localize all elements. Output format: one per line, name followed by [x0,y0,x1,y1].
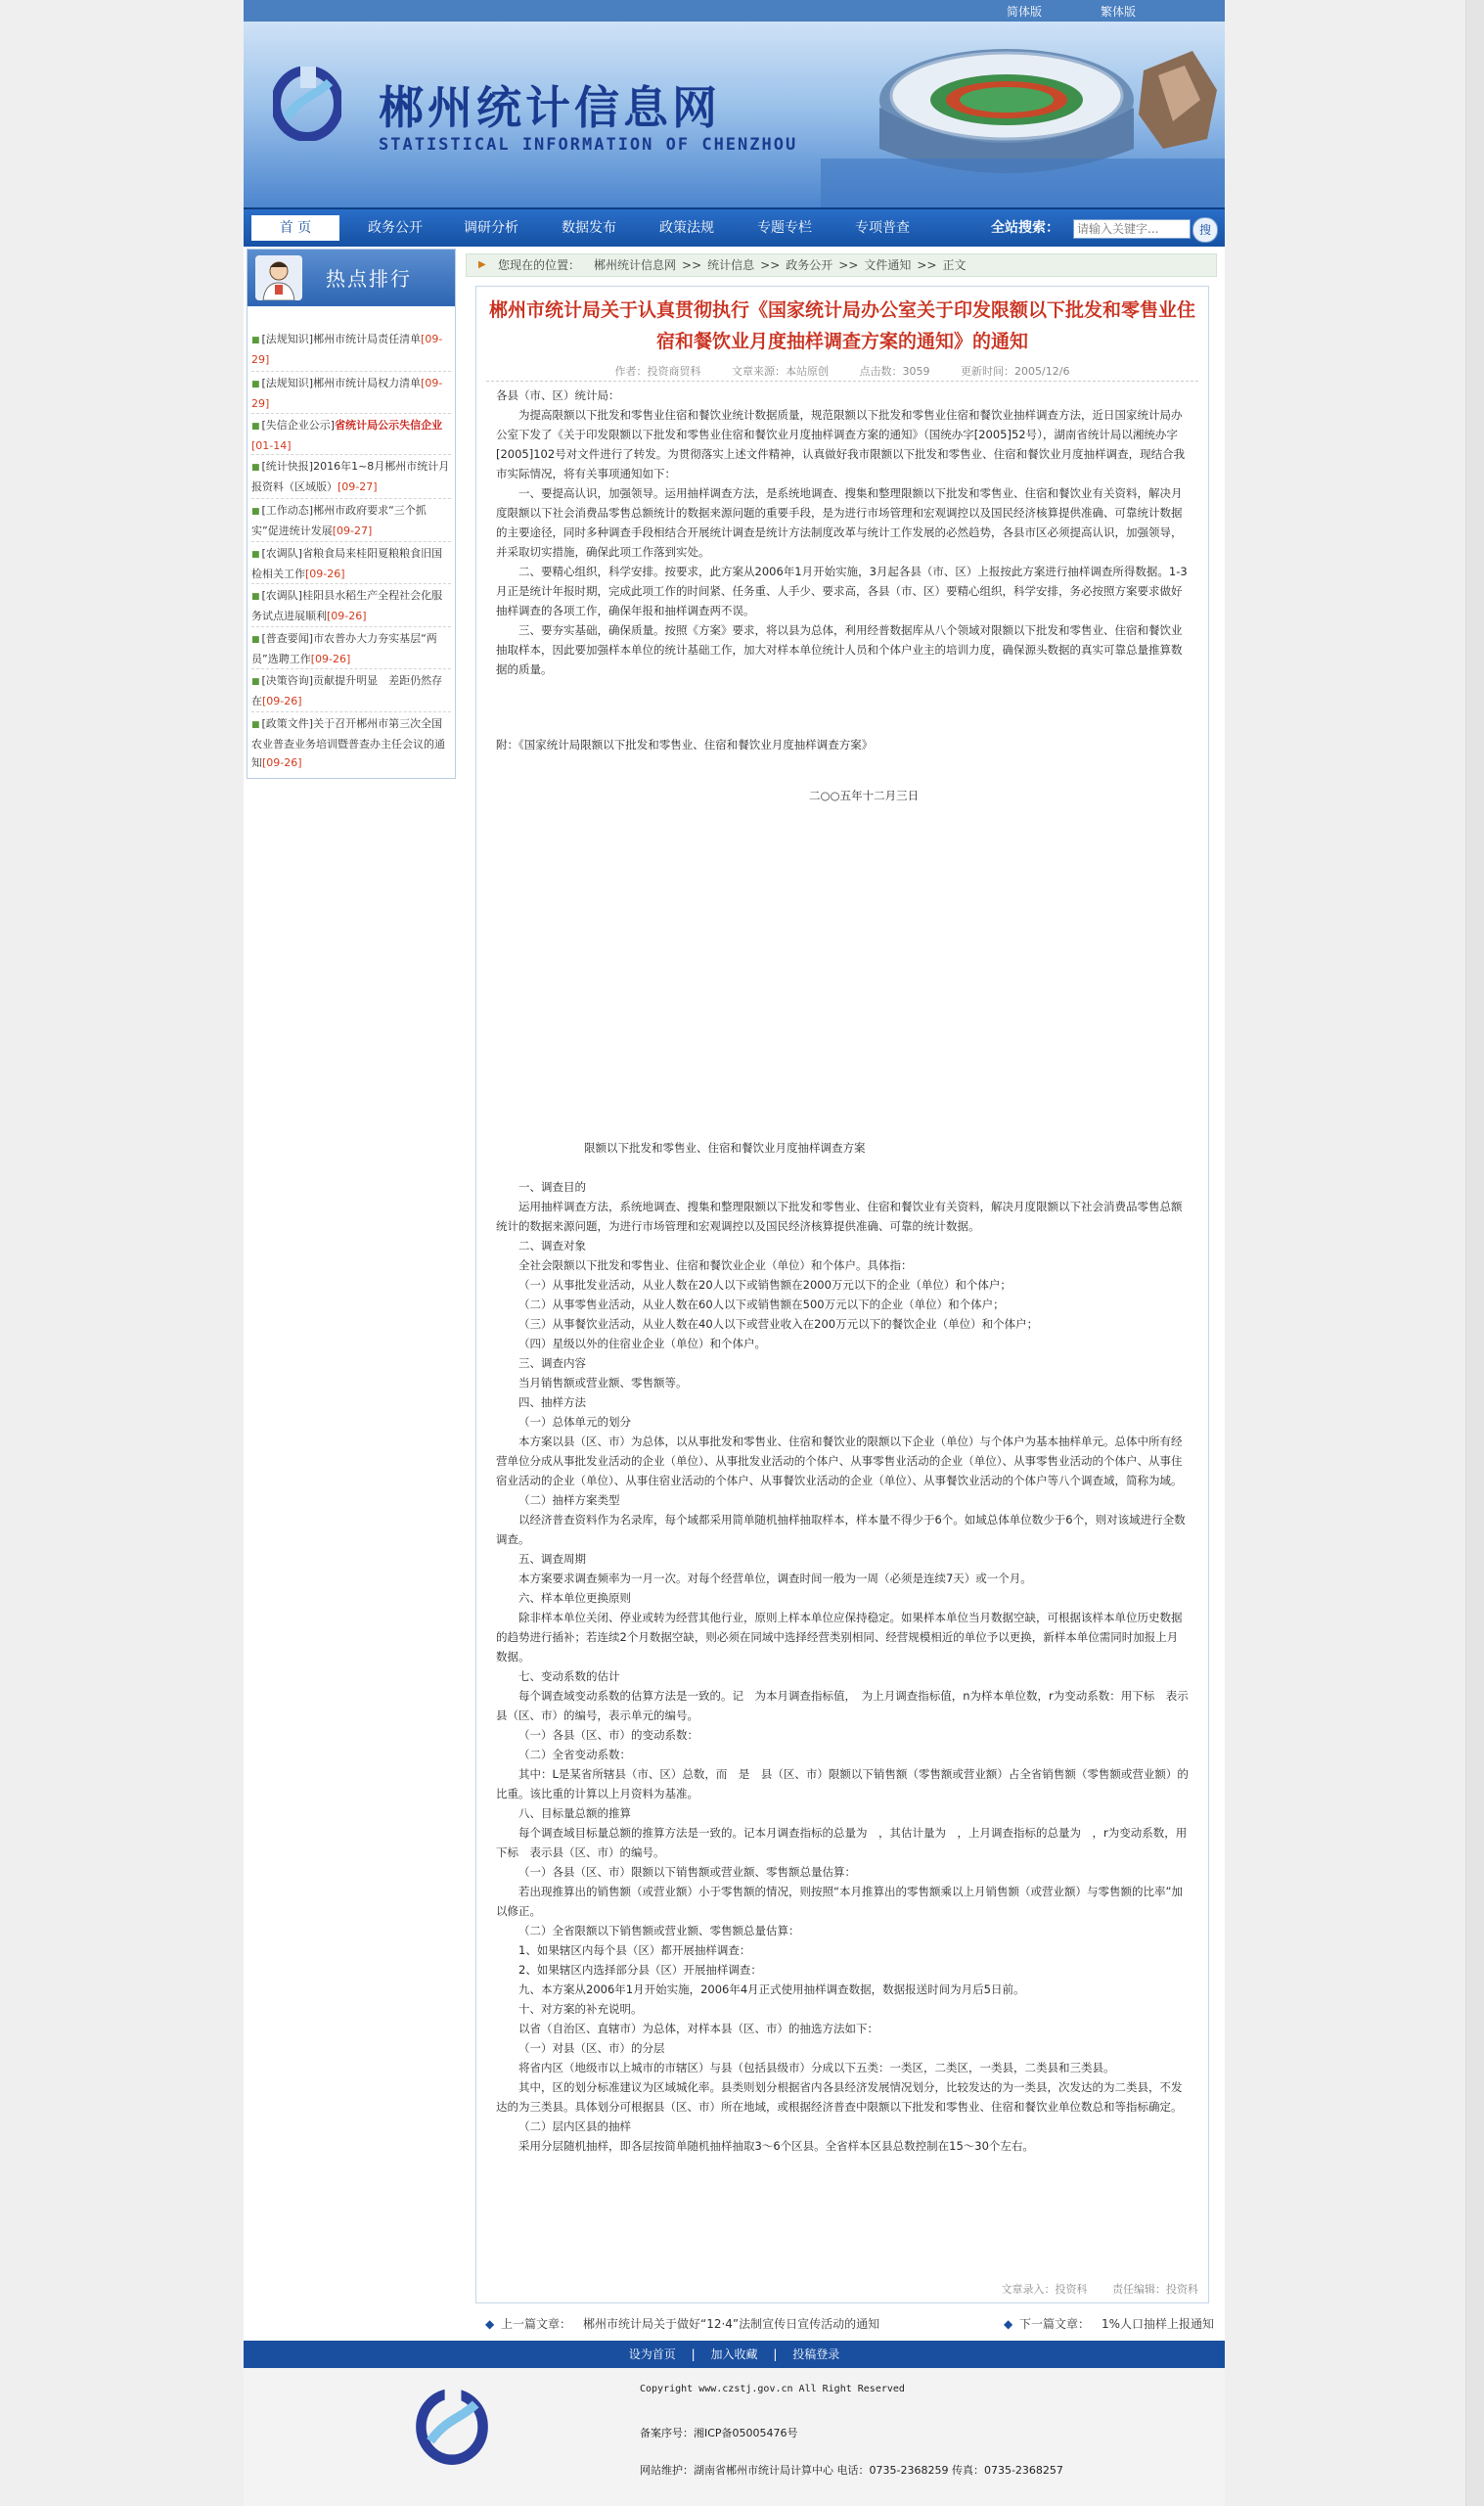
nav-data-release[interactable]: 数据发布 [562,220,616,236]
separator: | [691,2347,696,2361]
divider [251,454,451,455]
plan-paragraph: （二）抽样方案类型 [518,1493,620,1507]
divider [251,626,451,627]
main-nav [244,207,1225,247]
breadcrumb-label: 您现在的位置： [498,258,581,272]
article-author: 作者：投资商贸科 [614,365,701,378]
sidebar-header [247,250,455,306]
plan-body [496,1177,1189,2156]
simplified-chinese-link[interactable]: 简体版 [1007,5,1043,19]
site-subtitle: STATISTICAL INFORMATION OF CHENZHOU [379,135,798,155]
article-updated: 更新时间：2005/12/6 [961,365,1070,378]
separator: | [773,2347,778,2361]
sidebar-item-label: [失信企业公示] [261,419,336,432]
sidebar-item[interactable] [251,629,451,668]
next-label: 下一篇文章： [1019,2317,1091,2331]
article-date: 二○○五年十二月三日 [809,789,920,802]
sidebar-title: 热点排行 [326,267,412,291]
breadcrumb-item[interactable]: 统计信息 [707,258,755,272]
sidebar-item-date: [09-26] [262,695,302,707]
sidebar-item-date: [09-26] [310,653,351,665]
breadcrumb-path [594,254,967,276]
sidebar-item-label: [工作动态]郴州市政府要求“三个抓实”促进统计发展 [251,504,427,537]
plan-paragraph: 1、如果辖区内每个县（区）都开展抽样调查： [518,1943,751,1957]
plan-paragraph: 每个调查域目标量总额的推算方法是一致的。记本月调查指标的总量为 ，其估计量为 ，上月调查指标的总量为 ，r为变动系数，用下标 表示县（区、市）的编号。 [496,1826,1188,1859]
sidebar-item[interactable] [251,586,451,625]
sidebar-item-date: [01-14] [251,439,292,452]
sidebar-item-date: [09-26] [327,610,367,622]
plan-paragraph: 六、样本单位更换原则 [518,1591,631,1605]
sidebar-item-highlight: 省统计局公示失信企业 [335,419,443,432]
maintainer-info: 网站维护：湖南省郴州市统计局计算中心 电话：0735-2368259 传真：0735-2368257 [640,2464,1063,2477]
plan-paragraph: 本方案要求调查频率为一月一次。对每个经营单位，调查时间一般为一周（必须是连续7天）或一个月。 [518,1572,1032,1585]
plan-paragraph: 采用分层随机抽样，即各层按简单随机抽样抽取3～6个区县。全省样本区县总数控制在15～30个左右。 [518,2139,1034,2153]
page-scrollbar-area [1465,0,1484,2506]
sidebar-item-date: [09-29] [251,377,443,410]
nav-home[interactable]: 首 页 [251,215,339,241]
divider [251,711,451,712]
divider [251,413,451,414]
divider [251,371,451,372]
sidebar-item-date: [09-26] [305,568,345,580]
article-meta [486,363,1198,379]
sidebar-item-date: [09-29] [251,333,443,366]
breadcrumb-item: 正文 [942,258,967,272]
plan-paragraph: 十、对方案的补充说明。 [518,2002,643,2016]
entry-by: 文章录入：投资科 [1001,2283,1088,2296]
site-logo-icon [273,67,341,141]
plan-paragraph: 一、调查目的 [518,1180,586,1194]
bullet-icon: ■ [251,380,260,389]
breadcrumb-item[interactable]: 郴州统计信息网 [594,258,677,272]
plan-paragraph: 当月销售额或营业额、零售额等。 [518,1376,688,1390]
sidebar-item-date: [09-26] [262,756,302,769]
bullet-icon: ■ [251,507,260,517]
plan-paragraph: （二）全省限额以下销售额或营业额、零售额总量估算： [518,1924,800,1937]
bullet-icon: ■ [251,720,260,730]
plan-paragraph: （二）从事零售业活动，从业人数在60人以下或销售额在500万元以下的企业（单位）和个体户； [518,1298,1005,1311]
divider [251,541,451,542]
nav-government-affairs[interactable]: 政务公开 [368,220,423,236]
hot-ranking-sidebar [247,249,456,779]
sidebar-item[interactable] [251,544,451,583]
set-homepage-link[interactable]: 设为首页 [628,2347,676,2361]
plan-paragraph: 其中，区的划分标准建议为区域城化率。县类则划分根据省内各县经济发展情况划分，比较发达的为一类县，次发达的为二类县，不发达的为三类县。具体划分可根据县（区、市）所在地域，或根据经济普查中限额以下批发和零售业、住宿和餐饮业单位数总和等指标确定。 [496,2080,1183,2114]
sidebar-item[interactable] [251,671,451,710]
plan-paragraph: （二）全省变动系数： [518,1748,631,1761]
nav-special-census[interactable]: 专项普查 [855,220,910,236]
article-clicks: 点击数：3059 [859,365,930,378]
bullet-icon: ■ [251,635,260,645]
nav-policies-regulations[interactable]: 政策法规 [659,220,714,236]
traditional-chinese-link[interactable]: 繁体版 [1101,5,1137,19]
sidebar-item-label: [政策文件]关于召开郴州市第三次全国农业普查业务培训暨普查办主任会议的通知 [251,717,445,769]
plan-paragraph: （一）从事批发业活动，从业人数在20人以下或销售额在2000万元以下的企业（单位）和个体户； [518,1278,1012,1292]
plan-paragraph: 以经济普查资料作为名录库，每个域都采用简单随机抽样抽取样本，样本量不得少于6个。如域总体单位数少于6个，则对该域进行全数调查。 [496,1513,1186,1546]
sidebar-item-label: [法规知识]郴州市统计局责任清单 [261,333,422,345]
breadcrumb-separator: >> [682,258,702,272]
plan-paragraph: 以省（自治区、直辖市）为总体，对样本县（区、市）的抽选方法如下： [518,2022,878,2035]
sidebar-item-label: [统计快报]2016年1~8月郴州市统计月报资料（区域版） [251,460,450,493]
plan-paragraph: 四、抽样方法 [518,1395,586,1409]
breadcrumb-item[interactable]: 文件通知 [864,258,912,272]
plan-paragraph: 将省内区（地级市以上城市的市辖区）与县（包括县级市）分成以下五类：一类区，二类区，一类县，二类县和三类县。 [518,2061,1115,2074]
submit-login-link[interactable]: 投稿登录 [792,2347,840,2361]
plan-paragraph: 2、如果辖区内选择部分县（区）开展抽样调查： [518,1963,762,1977]
copyright: Copyright www.czstj.gov.cn All Right Reserved [640,2384,905,2394]
header-banner [244,22,1225,207]
breadcrumb-arrow-icon: ▶ [478,259,486,270]
plan-paragraph: 本方案以县（区、市）为总体，以从事批发和零售业、住宿和餐饮业的限额以下企业（单位）与个体户为基本抽样单元。总体中所有经营单位分成从事批发业活动的企业（单位）、从事批发业活动的个体户、从事零售业活动的企业（单位）、从事零售业活动的个体户、从事住宿业活动的企业（单位）、从事住宿业活动的个体户、从事餐饮业活动的企业（单位）、从事餐饮业活动的个体户等八个调查域，简称为域。 [496,1435,1183,1487]
plan-paragraph: 七、变动系数的估计 [518,1669,620,1683]
article-panel [475,286,1209,2303]
sidebar-item-date: [09-27] [337,480,378,493]
person-icon [255,255,302,300]
footer [244,2368,1225,2506]
sidebar-item-label: [决策咨询]贡献提升明显 差距仍然存在 [251,674,443,707]
article-greeting: 各县（市、区）统计局： [496,388,620,402]
bullet-icon: ■ [251,422,260,432]
prev-label: 上一篇文章： [501,2317,572,2331]
article-point: 一、要提高认识，加强领导。运用抽样调查方法，是系统地调查、搜集和整理限额以下批发和零售业、住宿和餐饮业有关资料，解决月度限额以下社会消费品零售总额统计的数据来源问题的重要手段，是为进行市场管理和宏观调控以及国民经济核算提供准确、可靠统计数据的主要途径，同时多种调查手段相结合开展统计调查是统计方法制度改革与统计工作发展的必然趋势，各县市区必须提高认识，加强领导，并采取切实措施，确保此项工作落到实处。 [496,486,1183,559]
sidebar-item-date: [09-27] [332,524,373,537]
sidebar-item-label: [农调队]桂阳县水稻生产全程社会化服务试点进展顺利 [251,589,443,622]
divider [251,498,451,499]
footer-links-bar [244,2341,1225,2368]
plan-paragraph: 五、调查周期 [518,1552,586,1566]
divider [251,583,451,584]
plan-paragraph: 三、调查内容 [518,1356,586,1370]
footer-logo-icon [410,2388,494,2466]
sidebar-item[interactable] [251,501,451,540]
bullet-icon: ■ [251,677,260,687]
next-article-link[interactable]: 1%人口抽样上报通知 [1102,2317,1215,2331]
add-favorite-link[interactable]: 加入收藏 [710,2347,758,2361]
plan-paragraph: 二、调查对象 [518,1239,586,1253]
sidebar-item[interactable] [251,374,451,413]
sidebar-item[interactable] [251,457,451,496]
bullet-icon: ■ [251,336,260,345]
search-input[interactable] [1073,219,1191,239]
stadium-image [821,31,1225,207]
breadcrumb-separator: >> [917,258,937,272]
plan-paragraph: （一）各县（区、市）限额以下销售额或营业额、零售额总量估算： [518,1865,856,1879]
editor: 责任编辑：投资科 [1112,2283,1198,2296]
page-container [244,0,1225,2506]
plan-paragraph: 九、本方案从2006年1月开始实施，2006年4月正式使用抽样调查数据，数据报送时间为月后5日前。 [518,1982,1025,1996]
plan-paragraph: （一）对县（区、市）的分层 [518,2041,665,2055]
plan-paragraph: 八、目标量总额的推算 [518,1806,631,1820]
article-source: 文章来源：本站原创 [732,365,830,378]
plan-paragraph: 每个调查域变动系数的估算方法是一致的。记 为本月调查指标值， 为上月调查指标值，n为样本单位数，r为变动系数：用下标 表示县（区、市）的编号，表示单元的编号。 [496,1689,1189,1722]
article-footer [486,2281,1198,2297]
plan-paragraph: （三）从事餐饮业活动，从业人数在40人以下或营业收入在200万元以下的餐饮企业（单位）和个体户； [518,1317,1039,1331]
plan-title: 限额以下批发和零售业、住宿和餐饮业月度抽样调查方案 [584,1141,866,1155]
sidebar-item[interactable] [251,714,451,772]
article-point: 二、要精心组织，科学安排。按要求，此方案从2006年1月开始实施，3月起各县（市、区）上报按此方案进行抽样调查所得数据。1-3月正是统计年报时期，完成此项工作的时间紧、任务重、人手少、要求高，各县（市、区）要精心组织，科学安排，务必按照方案要求做好抽样调查的各项工作，确保年报和抽样调查两不误。 [496,565,1188,617]
divider [486,381,1198,382]
article-intro: 为提高限额以下批发和零售业住宿和餐饮业统计数据质量，规范限额以下批发和零售业住宿和餐饮业抽样调查方法，近日国家统计局办公室下发了《关于印发限额以下批发和零售业住宿和餐饮业月度抽样调查方案的通知》（国统办字[2005]52号），湖南省统计局以湘统办字[2005]102号对文件进行了转发。为贯彻落实上述文件精神，认真做好我市限额以下批发和零售业、住宿和餐饮业月度抽样调查，现结合我市实际情况，将有关事项通知如下： [496,408,1186,480]
search-label: 全站搜索： [991,220,1059,236]
article-point: 三、要夯实基础，确保质量。按照《方案》要求，将以县为总体，利用经普数据库从八个领域对限额以下批发和零售业、住宿和餐饮业抽取样本，因此要加强样本单位的统计基础工作，加大对样本单位统计人员和个体户业主的培训力度，确保源头数据的真实可靠总量推算数据的质量。 [496,623,1183,676]
plan-paragraph: （四）星级以外的住宿业企业（单位）和个体户。 [518,1337,766,1350]
prev-next-nav [485,2311,1219,2337]
bullet-icon: ◆ [485,2317,495,2331]
sidebar-item-label: [普查要闻]市农普办大力夯实基层“两员”选聘工作 [251,632,437,665]
icp-record: 备案序号：湘ICP备05005476号 [640,2427,798,2439]
plan-paragraph: （二）层内区县的抽样 [518,2119,631,2133]
sidebar-item-label: [法规知识]郴州市统计局权力清单 [261,377,422,389]
breadcrumb-separator: >> [838,258,859,272]
divider [251,668,451,669]
prev-article-link[interactable]: 郴州市统计局关于做好“12·4”法制宣传日宣传活动的通知 [583,2317,880,2331]
breadcrumb-separator: >> [760,258,781,272]
plan-paragraph: （一）各县（区、市）的变动系数： [518,1728,698,1742]
plan-paragraph: 全社会限额以下批发和零售业、住宿和餐饮业企业（单位）和个体户。具体指： [518,1258,913,1272]
bullet-icon: ◆ [1004,2317,1013,2331]
article-attachment: 附：《国家统计局限额以下批发和零售业、住宿和餐饮业月度抽样调查方案》 [496,738,874,752]
plan-paragraph: 其中：L是某省所辖县（市、区）总数，而 是 县（区、市）限额以下销售额（零售额或营业额）占全省销售额（零售额或营业额）的比重。该比重的计算以上月资料为基准。 [496,1767,1189,1800]
plan-paragraph: （一）总体单元的划分 [518,1415,631,1429]
sidebar-item-label: [农调队]省粮食局来桂阳夏粮粮食旧国检相关工作 [251,547,443,580]
bullet-icon: ■ [251,592,260,602]
search-button[interactable]: 搜 [1192,217,1218,243]
plan-paragraph: 若出现推算出的销售额（或营业额）小于零售额的情况，则按照“本月推算出的零售额乘以上月销售额（或营业额）与零售额的比率”加以修正。 [496,1885,1183,1918]
sidebar-item[interactable] [251,416,451,455]
plan-paragraph: 除非样本单位关闭、停业或转为经营其他行业，原则上样本单位应保持稳定。如果样本单位当月数据空缺，可根据该样本单位历史数据的趋势进行插补；若连续2个月数据空缺，则必须在同域中选择经营类别相同、经营规模相近的单位予以更换，新样本单位需同时加报上月数据。 [496,1611,1183,1663]
sidebar-item[interactable] [251,330,451,369]
nav-special-topics[interactable]: 专题专栏 [757,220,812,236]
nav-research-analysis[interactable]: 调研分析 [464,220,518,236]
breadcrumb [466,253,1217,277]
top-bar [244,0,1225,22]
plan-paragraph: 运用抽样调查方法，系统地调查、搜集和整理限额以下批发和零售业、住宿和餐饮业有关资料，解决月度限额以下社会消费品零售总额统计的数据来源问题，为进行市场管理和宏观调控以及国民经济核算提供准确、可靠的统计数据。 [496,1200,1183,1233]
bullet-icon: ■ [251,550,260,560]
bullet-icon: ■ [251,463,260,473]
article-title: 郴州市统计局关于认真贯彻执行《国家统计局办公室关于印发限额以下批发和零售业住宿和餐饮业月度抽样调查方案的通知》的通知 [488,299,1195,352]
breadcrumb-item[interactable]: 政务公开 [786,258,833,272]
site-title: 郴州统计信息网 [379,81,721,134]
